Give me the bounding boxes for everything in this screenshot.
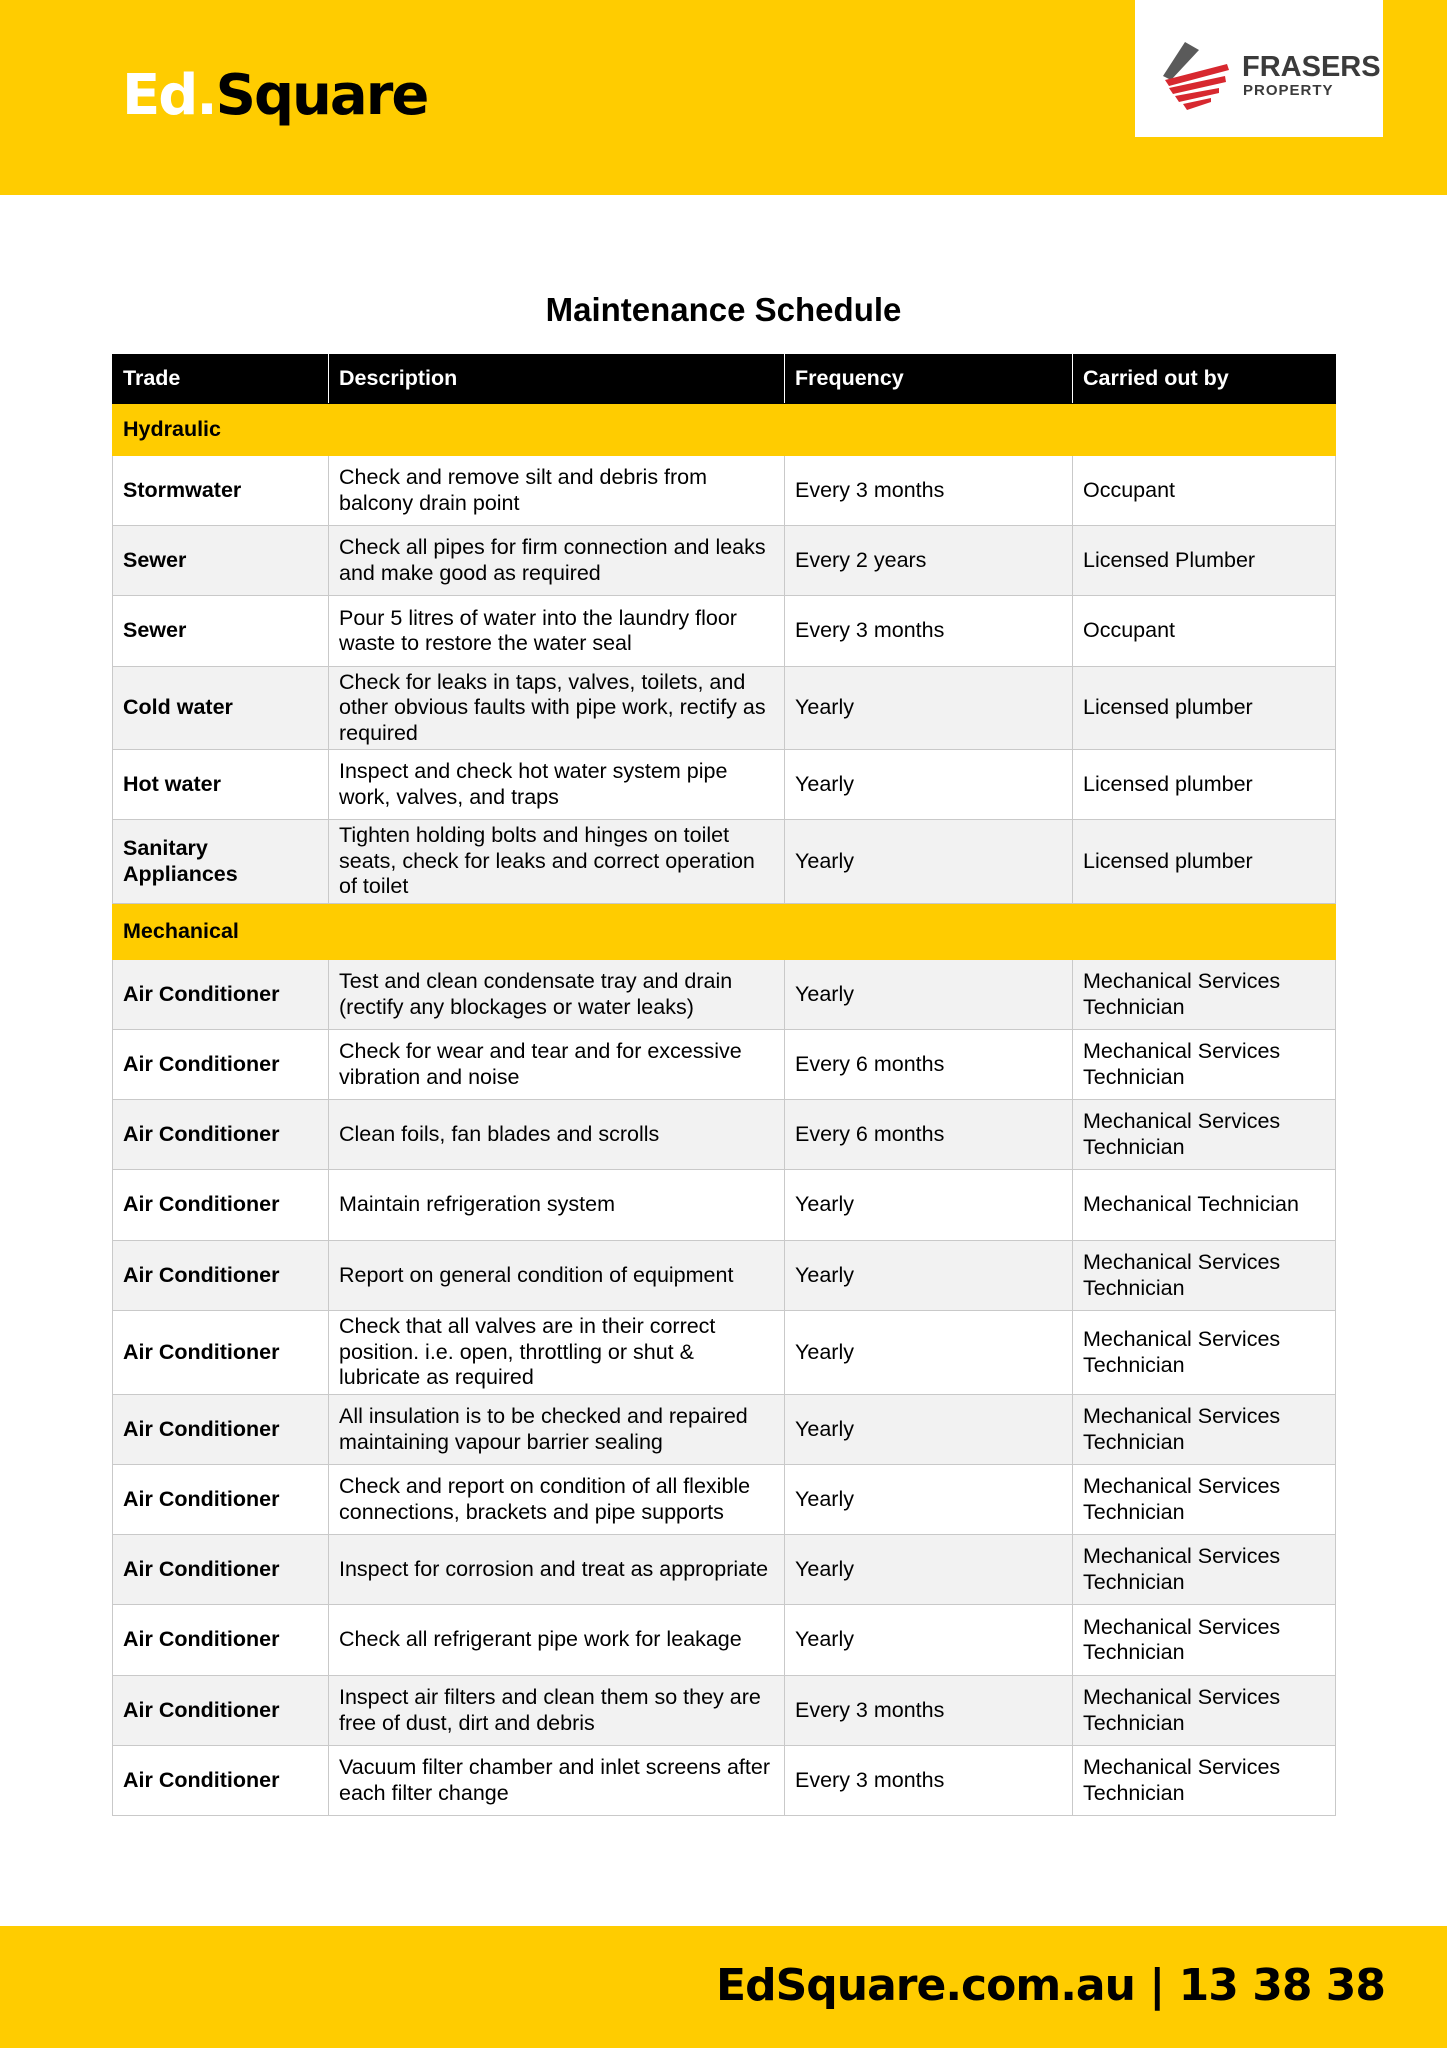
description-cell: Maintain refrigeration system [329, 1170, 785, 1241]
trade-cell: Air Conditioner [113, 1395, 329, 1465]
description-cell: Inspect for corrosion and treat as appropriate [329, 1535, 785, 1605]
trade-cell: Air Conditioner [113, 1030, 329, 1100]
frequency-cell: Yearly [785, 1395, 1073, 1465]
table-row [113, 1311, 1336, 1395]
carried-out-by-cell: Licensed plumber [1073, 667, 1336, 750]
description-cell: Vacuum filter chamber and inlet screens after each filter change [329, 1746, 785, 1816]
description-cell: Tighten holding bolts and hinges on toilet seats, check for leaks and correct operation of toilet [329, 820, 785, 904]
trade-cell: Air Conditioner [113, 1311, 329, 1395]
frequency-cell: Yearly [785, 1535, 1073, 1605]
trade-cell: Air Conditioner [113, 1676, 329, 1746]
trade-cell: Cold water [113, 667, 329, 750]
trade-cell: Air Conditioner [113, 1241, 329, 1311]
description-cell: Pour 5 litres of water into the laundry floor waste to restore the water seal [329, 596, 785, 667]
section-row-hydraulic [113, 404, 1336, 456]
description-cell: Check that all valves are in their correct position. i.e. open, throttling or shut & lubricate as required [329, 1311, 785, 1395]
table-row [113, 1030, 1336, 1100]
trade-cell: Air Conditioner [113, 1746, 329, 1816]
table-row [113, 526, 1336, 596]
trade-cell: Air Conditioner [113, 1465, 329, 1535]
description-cell: Check and report on condition of all flexible connections, brackets and pipe supports [329, 1465, 785, 1535]
frequency-cell: Every 3 months [785, 1676, 1073, 1746]
table-row [113, 1676, 1336, 1746]
footer-phone: 13 38 38 [1178, 1960, 1385, 2011]
frequency-cell: Yearly [785, 667, 1073, 750]
carried-out-by-cell: Mechanical Services Technician [1073, 1605, 1336, 1676]
footer-contact [716, 1956, 1385, 2016]
table-row [113, 667, 1336, 750]
description-cell: Check for wear and tear and for excessive vibration and noise [329, 1030, 785, 1100]
trade-cell: Air Conditioner [113, 1170, 329, 1241]
frequency-cell: Yearly [785, 1605, 1073, 1676]
frequency-cell: Every 3 months [785, 596, 1073, 667]
trade-cell: Sanitary Appliances [113, 820, 329, 904]
column-header-frequency: Frequency [785, 355, 1073, 404]
carried-out-by-cell: Mechanical Services Technician [1073, 960, 1336, 1030]
section-label: Hydraulic [113, 404, 1336, 456]
carried-out-by-cell: Licensed plumber [1073, 750, 1336, 820]
table-row [113, 960, 1336, 1030]
partner-subtitle: PROPERTY [1243, 82, 1334, 99]
carried-out-by-cell: Mechanical Services Technician [1073, 1311, 1336, 1395]
footer-separator: | [1134, 1960, 1179, 2011]
table-row [113, 1465, 1336, 1535]
section-row-mechanical [113, 904, 1336, 960]
description-cell: Clean foils, fan blades and scrolls [329, 1100, 785, 1170]
trade-cell: Air Conditioner [113, 1100, 329, 1170]
trade-cell: Sewer [113, 596, 329, 667]
description-cell: Inspect air filters and clean them so they are free of dust, dirt and debris [329, 1676, 785, 1746]
frequency-cell: Yearly [785, 960, 1073, 1030]
carried-out-by-cell: Mechanical Services Technician [1073, 1241, 1336, 1311]
column-header-trade: Trade [113, 355, 329, 404]
frasers-property-logo [1135, 0, 1383, 137]
carried-out-by-cell: Mechanical Services Technician [1073, 1535, 1336, 1605]
frequency-cell: Yearly [785, 750, 1073, 820]
column-header-description: Description [329, 355, 785, 404]
table-row [113, 750, 1336, 820]
frasers-swoosh-icon [1155, 36, 1235, 116]
table-row [113, 1395, 1336, 1465]
frequency-cell: Every 6 months [785, 1030, 1073, 1100]
trade-cell: Sewer [113, 526, 329, 596]
description-cell: Report on general condition of equipment [329, 1241, 785, 1311]
maintenance-table [112, 354, 1336, 1816]
trade-cell: Air Conditioner [113, 1605, 329, 1676]
carried-out-by-cell: Occupant [1073, 456, 1336, 526]
frequency-cell: Yearly [785, 1241, 1073, 1311]
carried-out-by-cell: Mechanical Services Technician [1073, 1465, 1336, 1535]
description-cell: All insulation is to be checked and repaired maintaining vapour barrier sealing [329, 1395, 785, 1465]
description-cell: Check all refrigerant pipe work for leakage [329, 1605, 785, 1676]
table-row [113, 1170, 1336, 1241]
description-cell: Check for leaks in taps, valves, toilets, and other obvious faults with pipe work, rectify as required [329, 667, 785, 750]
table-header-row [113, 355, 1336, 404]
frequency-cell: Every 2 years [785, 526, 1073, 596]
table-row [113, 456, 1336, 526]
frequency-cell: Every 3 months [785, 1746, 1073, 1816]
carried-out-by-cell: Licensed Plumber [1073, 526, 1336, 596]
trade-cell: Hot water [113, 750, 329, 820]
description-cell: Check and remove silt and debris from balcony drain point [329, 456, 785, 526]
table-row [113, 1535, 1336, 1605]
frequency-cell: Yearly [785, 820, 1073, 904]
page-title: Maintenance Schedule [545, 291, 902, 328]
carried-out-by-cell: Mechanical Services Technician [1073, 1676, 1336, 1746]
table-row [113, 596, 1336, 667]
section-label: Mechanical [113, 904, 1336, 960]
edsquare-logo: Ed.Square [122, 63, 428, 128]
carried-out-by-cell: Mechanical Services Technician [1073, 1100, 1336, 1170]
frequency-cell: Every 3 months [785, 456, 1073, 526]
table-row [113, 1605, 1336, 1676]
column-header-carried-out-by: Carried out by [1073, 355, 1336, 404]
table-row [113, 1746, 1336, 1816]
carried-out-by-cell: Mechanical Services Technician [1073, 1395, 1336, 1465]
frequency-cell: Yearly [785, 1465, 1073, 1535]
frequency-cell: Yearly [785, 1170, 1073, 1241]
carried-out-by-cell: Mechanical Technician [1073, 1170, 1336, 1241]
description-cell: Inspect and check hot water system pipe work, valves, and traps [329, 750, 785, 820]
frequency-cell: Yearly [785, 1311, 1073, 1395]
partner-name: FRASERS [1242, 51, 1381, 83]
table-row [113, 1241, 1336, 1311]
description-cell: Check all pipes for firm connection and leaks and make good as required [329, 526, 785, 596]
carried-out-by-cell: Licensed plumber [1073, 820, 1336, 904]
table-row [113, 1100, 1336, 1170]
carried-out-by-cell: Occupant [1073, 596, 1336, 667]
carried-out-by-cell: Mechanical Services Technician [1073, 1746, 1336, 1816]
footer-website: EdSquare.com.au [716, 1960, 1135, 2011]
frequency-cell: Every 6 months [785, 1100, 1073, 1170]
trade-cell: Air Conditioner [113, 960, 329, 1030]
trade-cell: Air Conditioner [113, 1535, 329, 1605]
trade-cell: Stormwater [113, 456, 329, 526]
description-cell: Test and clean condensate tray and drain (rectify any blockages or water leaks) [329, 960, 785, 1030]
carried-out-by-cell: Mechanical Services Technician [1073, 1030, 1336, 1100]
footer-banner [0, 1926, 1447, 2048]
table-row [113, 820, 1336, 904]
header-banner [0, 0, 1447, 195]
